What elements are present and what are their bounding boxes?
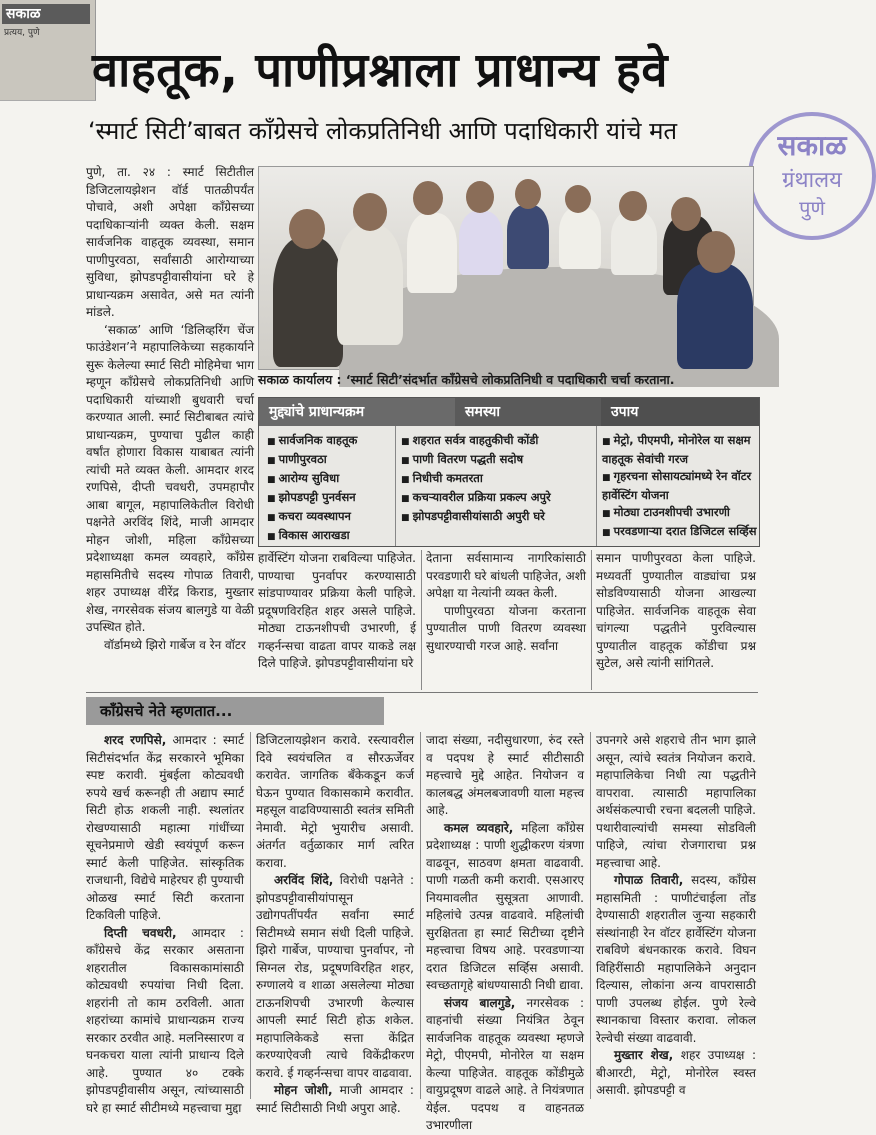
speaker-text: आमदार : काँग्रेसचे केंद्र सरकार असताना शहरातील विकासकामांसाठी कोट्यवधी रुपयांचा निधी दिला. शहरांनी तो काम ठरविली. आता शहरांच्या कामांचे प्राधान्यक्रम राज्य सरकार ठरवीत आहे. मलनिस्सारण व घनकचरा याला त्यांनी प्राधान्य दिले आहे. पुण्यात ४० टक्के झोपडपट्टीवासीय असून, त्यांच्यासाठी घरे हा स्मार्ट सीटीमध्ये महत्त्वाचा मुद्दा [86, 925, 244, 1115]
intro-paragraph-3: वॉर्डामध्ये झिरो गार्बेज व रेन वॉटर [104, 637, 246, 652]
column-rule [591, 550, 592, 690]
priorities-list [267, 432, 393, 546]
stamp-line-1: सकाळ [777, 129, 847, 162]
photo-person [677, 263, 753, 369]
mid-paragraph: समान पाणीपुरवठा केला पाहिजे. मध्यवर्ती पुण्यातील वाड्यांचा प्रश्न सोडविण्यासाठी योजना आखल्या पाहिजेत. सार्वजनिक वाहतूक सेवा चांगल्या पद्धतीने पुरविल्यास पुण्यातील वाहतूक कोंडीचा प्रश्न सुटेल, असे त्यांनी सांगितले. [596, 551, 756, 670]
masthead [0, 0, 96, 101]
mid-paragraph: हार्वेस्टिंग योजना राबविल्या पाहिजेत. पाण्याचा पुनर्वापर करण्यासाठी सांडपाण्यावर प्रक्रिया केली पाहिजे. प्रदूषणविरहित शहर असले पाहिजे. मोठ्या टाऊनशीपची उभारणी, ई गव्हर्नन्सचा वाढता वापर याकडे लक्ष दिले पाहिजे. झोपडपट्टीवासीयांना घरे [258, 551, 416, 670]
photo-person-head [671, 197, 701, 231]
list-item: ■ मोठ्या टाउनशीपची उभारणी [602, 504, 757, 523]
stamp-line-2: ग्रंथालय [782, 168, 842, 193]
table-header-problems: समस्या [455, 398, 601, 426]
speaker-name: मुख्तार शेख, [614, 1048, 674, 1062]
speaker-text: उपनगरे असे शहराचे तीन भाग झाले असून, त्यांचे स्वतंत्र नियोजन करावे. महापालिकेचा निधी त्या पद्धतीने वापरावा. त्यासाठी महापालिका अर्थसंकल्पाची रचना बदलली पाहिजे. पथारीवाल्यांची समस्या सोडविली पाहिजे, त्यांचा रोजगाराचा प्रश्न महत्त्वाचा आहे. [596, 733, 756, 870]
photo-person-head [466, 181, 494, 213]
list-item: ■ आरोग्य सुविधा [267, 470, 393, 489]
photo-person-head [413, 181, 443, 215]
speaker-name: गोपाळ तिवारी, [614, 873, 684, 887]
photo-person-head [515, 179, 541, 209]
speaker-name: कमल व्यवहारे, [444, 820, 514, 835]
speaker-text: शहर उपाध्यक्ष : बीआरटी, मेट्रो, मोनोरेल स्वस्त असावी. झोपडपट्टी व [596, 1048, 756, 1097]
table-divider [596, 426, 597, 546]
intro-paragraph-1: पुणे, ता. २४ : स्मार्ट सिटीतील डिजिटलायझेशन वॉर्ड पातळीपर्यंत पोचावे, अशी अपेक्षा काँग्रेसच्या पदाधिकाऱ्यांनी व्यक्त केली. सक्षम सार्वजनिक वाहतूक व्यवस्था, समान पाणीपुरवठा, सर्वांसाठी आरोग्याच्या सुविधा, झोपडपट्टीवासीयांना घरे हे प्राधान्यक्रम असावेत, असे मत त्यांनी मांडले. [86, 165, 254, 319]
mid-column-3 [596, 550, 756, 690]
table-header-priorities: मुद्द्यांचे प्राधान्यक्रम [259, 398, 455, 426]
speaker-text: सदस्य, काँग्रेस महासमिती : पाणीटंचाईला तोंड देण्यासाठी शहरातील जुन्या सहकारी संस्थांनाही रेन वॉटर हार्वेस्टिंग योजना राबविणे बंधनकारक करावे. विघन विहिरींसाठी महापालिकेने अनुदान दिल्यास, लोकांना अन्य वापरासाठी पाणी उपलब्ध होईल. पुणे रेल्वे स्थानकाचा विस्तार करावा. लोकल रेल्वेची संख्या वाढवावी. [596, 873, 756, 1045]
list-item: ■ कचऱ्यावरील प्रक्रिया प्रकल्प अपुरे [401, 489, 581, 508]
photo-person-head [619, 191, 647, 221]
lower-column-3 [426, 732, 585, 1132]
photo-person [407, 213, 457, 293]
speaker-text: नगरसेवक : वाहनांची संख्या नियंत्रित ठेवून सार्वजनिक वाहतूक व्यवस्था म्हणजे मेट्रो, पीएमपी, मोनोरेल या सक्षम केल्या पाहिजेत. वाहतूक कोंडीमुळे वायुप्रदूषण वाढले आहे. ते नियंत्रणात येईल. पदपथ व वाहनतळ उभारणीला [426, 995, 584, 1132]
priority-table [258, 397, 760, 547]
list-item: ■ झोपडपट्टीवासीयांसाठी अपुरी घरे [401, 508, 595, 527]
speaker-name: अरविंद शिंदे, [274, 873, 334, 887]
photo-person-head [565, 185, 591, 213]
list-item: ■ पाणी वितरण पद्धती सदोष [401, 451, 595, 470]
list-item: ■ झोपडपट्टी पुनर्वसन [267, 489, 393, 508]
mid-column-1 [258, 550, 416, 690]
photo-person [273, 237, 343, 367]
speaker-text: विरोधी पक्षनेते : झोपडपट्टीवासीयांपासून उद्योगपतींपर्यंत सर्वांना स्मार्ट सिटीमध्ये समान संधी दिली पाहिजे. झिरो गार्बेज, पाण्याचा पुनर्वापर, नो सिग्नल रोड, प्रदूषणविरहित शहर, रुग्णालये व शाळा असलेल्या मोठ्या टाऊनशिपची उभारणी केल्यास आपली स्मार्ट सिटी होऊ शकेल. महापालिकेकडे सत्ता केंद्रित करण्याऐवजी त्याचे विकेंद्रीकरण करावे. ई गव्हर्नन्सचा वापर वाढवावा. [256, 873, 414, 1080]
column-rule [420, 732, 421, 1099]
photo-person [507, 205, 549, 269]
lower-column-4 [596, 732, 756, 1099]
speaker-text: माजी आमदार : स्मार्ट सिटीसाठी निधी अपुरा आहे. [256, 1083, 414, 1115]
list-item: ■ परवडणाऱ्या दरात डिजिटल सर्व्हिस [602, 523, 757, 542]
intro-paragraph-2: ‘सकाळ’ आणि ‘डिलिव्हरिंग चेंज फाउंडेशन’ने महापालिकेच्या सहकार्याने सुरू केलेल्या स्मार्ट सिटी मोहिमेचा भाग म्हणून काँग्रेसचे लोकप्रतिनिधी आणि पदाधिकारी यांच्याशी बुधवारी चर्चा करण्यात आली. स्मार्ट सिटीबाबत त्यांचे प्राधान्यक्रम, पुण्याचा पुढील काही वर्षांत होणारा विकास याबाबत त्यांनी त्यांची मते व्यक्त केली. आमदार शरद रणपिसे, दीप्ती चवधरी, उपमहापौर आबा बागूल, महापालिकेतील विरोधी पक्षनेते अरविंद शिंदे, माजी आमदार मोहन जोशी, महिला काँग्रेसच्या प्रदेशाध्यक्षा कमल व्यवहारे, काँग्रेस महासमितीचे सदस्य गोपाळ तिवारी, शहर उपाध्यक्ष वीरेंद्र किराड, मुख्तार शेख, नगरसेवक संजय बालगुडे या वेळी उपस्थित होते. [86, 322, 254, 634]
mid-column-2 [426, 550, 586, 690]
masthead-name: सकाळ [2, 4, 90, 24]
speaker-text: जादा संख्या, नदीसुधारणा, रुंद रस्ते व पदपथ हे स्मार्ट सीटीसाठी महत्त्वाचे मुद्दे आहेत. नियोजन व कालबद्ध अंमलबजावणी याला महत्त्व आहे. [426, 733, 584, 817]
lower-column-1 [86, 732, 244, 1115]
solutions-list [602, 432, 757, 542]
lower-column-2 [256, 732, 414, 1115]
section-title: काँग्रेसचे नेते म्हणतात... [86, 697, 384, 725]
photo-person-head [353, 193, 387, 231]
section-rule [86, 692, 758, 693]
photo-person-head [697, 231, 735, 273]
speaker-text: आमदार : स्मार्ट सिटीसंदर्भात केंद्र सरकारने भूमिका स्पष्ट करावी. मुंबईला कोट्यवधी रुपये खर्च करूनही ती अद्याप स्मार्ट सिटी होऊ शकली नाही. स्थलांतर रोखण्यासाठी महात्मा गांधींच्या सूचनेप्रमाणे खेडी स्वयंपूर्ण करून स्मार्ट केली पाहिजेत. सांस्कृतिक राजधानी, विद्येचे माहेरघर ही पुण्याची ओळख स्मार्ट सिटी करताना टिकविली पाहिजे. [86, 733, 244, 922]
photo-caption: सकाळ कार्यालय : ‘स्मार्ट सिटी’संदर्भात काँग्रेसचे लोकप्रतिनिधी व पदाधिकारी चर्चा करताना. [258, 372, 675, 387]
column-rule [421, 550, 422, 690]
problems-list [401, 432, 595, 527]
speaker-name: दिप्ती चवधरी, [104, 925, 177, 940]
column-rule [590, 732, 591, 1099]
list-item: ■ सार्वजनिक वाहतूक [267, 432, 393, 451]
speaker-name: संजय बालगुडे, [444, 995, 516, 1010]
list-item: ■ गृहरचना सोसायट्यांमध्ये रेन वॉटर हार्वेस्टिंग योजना [602, 468, 757, 504]
speaker-text: डिजिटलायझेशन करावे. रस्त्यावरील दिवे स्वयंचलित व सौरऊर्जेवर करावेत. जागतिक बँकेकडून कर्ज घेऊन पुण्यात विकासकामे करावीत. महसूल वाढविण्यासाठी स्वतंत्र समिती नेमावी. मेट्रो भुयारीच असावी. अंतर्गत वर्तुळाकार मार्ग त्वरित करावा. [256, 733, 414, 870]
speaker-name: शरद रणपिसे, [104, 733, 167, 747]
column-rule [250, 732, 251, 1099]
meeting-photo [258, 166, 754, 370]
stamp-line-3: पुणे [799, 196, 825, 220]
list-item: ■ विकास आराखडा [267, 527, 393, 546]
photo-person [559, 207, 601, 269]
mid-paragraph: देताना सर्वसामान्य नागरिकांसाठी परवडणारी घरे बांधली पाहिजेत, अशी अपेक्षा या नेत्यांनी व्यक्त केली. [426, 551, 586, 600]
list-item: ■ मेट्रो, पीएमपी, मोनोरेल या सक्षम वाहतूक सेवांची गरज [602, 432, 757, 468]
library-stamp [748, 112, 876, 240]
list-item: ■ निधीची कमतरता [401, 470, 595, 489]
list-item: ■ शहरात सर्वत्र वाहतुकीची कोंडी [401, 432, 595, 451]
photo-person [337, 225, 403, 345]
speaker-name: मोहन जोशी, [274, 1083, 333, 1097]
subheadline: ‘स्मार्ट सिटी’बाबत काँग्रेसचे लोकप्रतिनिधी आणि पदाधिकारी यांचे मत [88, 117, 678, 145]
photo-person [459, 211, 503, 275]
table-header-solutions: उपाय [601, 398, 759, 426]
headline: वाहतूक, पाणीप्रश्नाला प्राधान्य हवे [92, 43, 669, 98]
photo-person-head [289, 209, 325, 249]
table-divider [395, 426, 396, 546]
mid-paragraph: पाणीपुरवठा योजना करताना पुण्यातील पाणी वितरण व्यवस्था सुधारण्याची गरज आहे. सर्वांना [426, 603, 586, 653]
intro-column [86, 164, 254, 692]
list-item: ■ कचरा व्यवस्थापन [267, 508, 393, 527]
masthead-sub: प्रत्यय, पुणे [4, 28, 40, 38]
speaker-text: महिला काँग्रेस प्रदेशाध्यक्ष : पाणी शुद्धीकरण यंत्रणा वाढवून, साठवण क्षमता वाढवावी. पाणी गळती कमी करावी. एसआरए नियमावलीत सुसूत्रता आणावी. महिलांचे उत्पन्न वाढवावे. महिलांची सुरक्षितता हा स्मार्ट सिटीच्या दृष्टीने महत्त्वाचा विषय आहे. परवडणाऱ्या दरात डिजिटल सर्व्हिस असावी. स्वच्छतागृहे बांधण्यासाठी निधी द्यावा. [426, 820, 585, 992]
list-item: ■ पाणीपुरवठा [267, 451, 393, 470]
